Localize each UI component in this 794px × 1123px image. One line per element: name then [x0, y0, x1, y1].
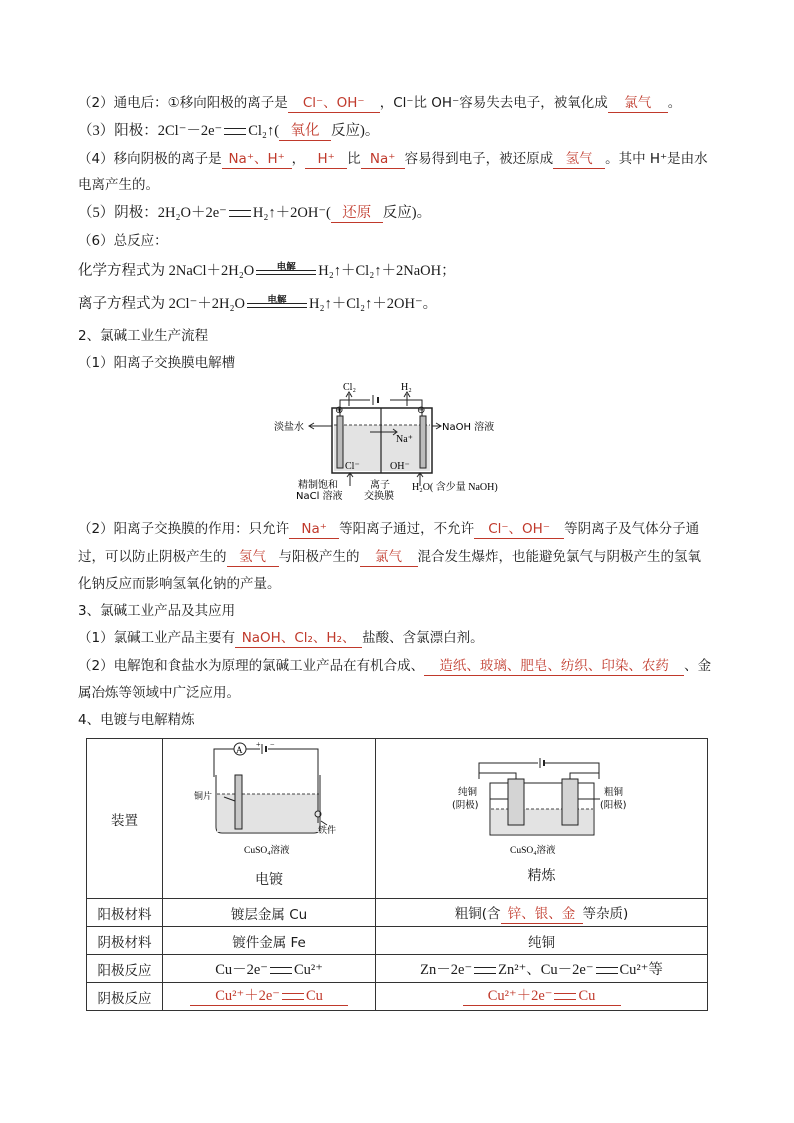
cl-ion-label: Cl⁻ [345, 461, 360, 472]
text: ， [291, 151, 306, 167]
heading-3: 3、氯碱工业产品及其应用 [78, 603, 236, 619]
cell-text: Zn²⁺、Cu－2e⁻ [498, 962, 594, 978]
naoh-out-label: NaOH 溶液 [442, 422, 495, 433]
cell-text: 阳极材料 [97, 906, 152, 923]
text: （5）阴极：2H₂O＋2e⁻ [78, 205, 227, 221]
cell [163, 899, 376, 927]
plus-sign: ⊕ [335, 405, 344, 416]
row-label [87, 983, 163, 1011]
cell-text: 镀层金属 Cu [230, 906, 308, 923]
equal-sign-icon [229, 210, 251, 217]
section-5-line [78, 202, 431, 224]
cell-text: 纯铜 [528, 934, 556, 951]
cell-text: Cu [305, 988, 323, 1004]
section-2-line [78, 92, 681, 114]
row-label [87, 927, 163, 955]
condition-label: 电解 [267, 295, 287, 306]
equal-sign-icon [554, 993, 576, 1000]
text: H₂↑＋Cl₂↑＋2NaOH； [318, 263, 456, 279]
answer-blank: 氢气 [227, 548, 279, 567]
solution-label: CuSO₄溶液 [509, 846, 556, 856]
cell [163, 983, 376, 1011]
answer-blank [190, 987, 348, 1006]
answer-blank: H⁺ [305, 150, 347, 169]
text: 与阳极产生的 [278, 549, 360, 565]
membrane-paragraph-line-1 [78, 518, 699, 540]
answer-blank: 氯气 [360, 548, 418, 567]
refining-figure-cell [376, 739, 708, 899]
cathode-label: (阴极) [451, 800, 478, 811]
text: 反应)。 [382, 205, 432, 221]
answer-blank: Na⁺、H⁺ [222, 150, 292, 169]
answer-blank: Na⁺ [289, 520, 339, 539]
cell-text: 阴极反应 [97, 990, 152, 1007]
cell-text: Cu [578, 988, 596, 1004]
text: 比 [347, 151, 361, 167]
electroplating-figure-cell [163, 739, 376, 899]
cell [163, 927, 376, 955]
text: （2）电解饱和食盐水为原理的氯碱工业产品在有机合成、 [78, 658, 425, 674]
membrane-paragraph-line-3: 化钠反应而影响氢氧化钠的产量。 [78, 576, 281, 592]
copper-label: 铜片 [194, 792, 213, 802]
refining-diagram [442, 753, 642, 865]
text: 过，可以防止阴极产生的 [78, 549, 227, 565]
copper-plate [235, 775, 242, 829]
text: 盐酸、含氯漂白剂。 [362, 630, 484, 646]
equal-sign-icon [282, 993, 304, 1000]
device-label-cell [87, 739, 163, 899]
answer-blank: 还原 [331, 204, 383, 223]
cell [376, 955, 708, 983]
electrolysis-arrow-icon [254, 262, 318, 279]
applications-line-1 [78, 655, 711, 677]
answer-blank: 锌、银、金 [501, 905, 583, 924]
heading-4: 4、电镀与电解精炼 [78, 712, 195, 728]
iron-label: 铁件 [318, 826, 337, 836]
text: 等阴离子及气体分子通 [564, 521, 700, 537]
chemical-equation [78, 260, 456, 282]
membrane-label-2: 交换膜 [364, 491, 394, 500]
section-4-line [78, 148, 708, 170]
cell-text: 等杂质) [582, 905, 629, 922]
text: （4）移向阴极的离子是 [78, 151, 222, 167]
crude-copper-label: 粗铜 [603, 787, 623, 798]
applications-line-2: 属冶炼等领域中广泛应用。 [78, 685, 240, 701]
anode-wire [340, 400, 370, 418]
cell-text: Cu²⁺ [293, 962, 323, 978]
section-4-line-2: 电离产生的。 [78, 177, 159, 193]
anode [337, 416, 343, 468]
text: （1）氯碱工业产品主要有 [78, 630, 236, 646]
cathode [420, 416, 426, 468]
cell-text: 装置 [111, 812, 138, 829]
electroplating-caption: 电镀 [255, 872, 284, 888]
equal-sign-icon [474, 967, 496, 974]
text: ，Cl⁻比 OH⁻容易失去电子，被氧化成 [379, 95, 608, 111]
electrolytic-cell-diagram [270, 378, 520, 500]
crude-copper-anode [562, 779, 578, 825]
equal-sign-icon [224, 128, 246, 135]
cell-text: Cu－2e⁻ [215, 962, 268, 978]
text: H₂↑＋2OH⁻( [252, 205, 331, 221]
oh-ion-label: OH⁻ [390, 461, 410, 472]
text: 。 [667, 95, 682, 111]
cell [163, 955, 376, 983]
text: Cl₂↑( [248, 123, 280, 139]
cell [376, 927, 708, 955]
ionic-equation [78, 293, 437, 315]
products-line [78, 627, 484, 649]
answer-blank: 氧化 [279, 122, 331, 141]
text: 等阳离子通过，不允许 [339, 521, 475, 537]
answer-blank [463, 987, 621, 1006]
answer-blank: Cl⁻、OH⁻ [288, 94, 380, 113]
cell-text: 阴极材料 [97, 934, 152, 951]
membrane-paragraph-line-2 [78, 546, 701, 568]
answer-blank: 氯气 [608, 94, 668, 113]
electroplating-diagram [194, 739, 344, 871]
cell-text: 镀件金属 Fe [232, 934, 306, 951]
section-6-title: （6）总反应： [78, 233, 168, 249]
row-label [87, 955, 163, 983]
answer-blank: 造纸、玻璃、肥皂、纺织、印染、农药 [424, 657, 684, 676]
cell-text: Zn－2e⁻ [420, 962, 473, 978]
pure-copper-label: 纯铜 [457, 787, 477, 798]
cell-text: 粗铜(含 [454, 905, 501, 922]
comparison-table [86, 738, 708, 1011]
membrane-label-1: 离子 [370, 480, 390, 491]
cell-text: Cu²⁺等 [619, 962, 663, 978]
subheading-2-1: （1）阳离子交换膜电解槽 [78, 355, 236, 371]
text: （2）通电后：①移向阳极的离子是 [78, 95, 288, 111]
pure-copper-cathode [508, 779, 524, 825]
plus-sign: + [256, 740, 261, 749]
dilute-brine-label: 淡盐水 [274, 422, 304, 433]
cell-text: Cu²⁺＋2e⁻ [487, 988, 553, 1004]
anode-label: (阳极) [599, 800, 626, 811]
row-label [87, 899, 163, 927]
text: H₂↑＋Cl₂↑＋2OH⁻。 [308, 296, 438, 312]
answer-blank: Na⁺ [361, 150, 405, 169]
water-inlet-label: H₂O( 含少量 NaOH) [412, 482, 498, 493]
equal-sign-icon [596, 967, 618, 974]
electrolysis-arrow-icon [245, 295, 309, 312]
text: （2）阳离子交换膜的作用：只允许 [78, 521, 290, 537]
refining-caption: 精炼 [527, 868, 556, 884]
cell [376, 983, 708, 1011]
text: 。其中 H⁺是由水 [605, 151, 708, 167]
cell [376, 899, 708, 927]
text: 离子方程式为 2Cl⁻＋2H₂O [78, 296, 245, 312]
cell-text: Cu²⁺＋2e⁻ [215, 988, 280, 1004]
text: （3）阳极：2Cl⁻－2e⁻ [78, 123, 223, 139]
text: 反应)。 [331, 123, 380, 139]
minus-sign: − [270, 740, 275, 749]
ammeter-label: A [236, 745, 243, 755]
text: 混合发生爆炸，也能避免氯气与阴极产生的氢氧 [417, 549, 701, 565]
cell-text: 阳极反应 [97, 962, 152, 979]
section-3-line [78, 120, 379, 142]
inlet-label-2: NaCl 溶液 [296, 491, 343, 500]
heading-2: 2、氯碱工业生产流程 [78, 328, 209, 344]
answer-blank: NaOH、Cl₂、H₂、 [235, 629, 362, 648]
condition-label: 电解 [276, 262, 296, 273]
text: 化学方程式为 2NaCl＋2H₂O [78, 263, 255, 279]
inlet-label-1: 精制饱和 [298, 480, 338, 491]
text: 、金 [684, 658, 712, 674]
solution-label: CuSO₄溶液 [244, 846, 290, 856]
answer-blank: 氢气 [553, 150, 605, 169]
answer-blank: Cl⁻、OH⁻ [474, 520, 564, 539]
h2-label: H₂ [401, 382, 412, 393]
minus-sign: ⊖ [417, 405, 426, 416]
equal-sign-icon [270, 967, 292, 974]
text: 容易得到电子，被还原成 [404, 151, 554, 167]
na-ion-label: Na⁺ [396, 434, 413, 445]
cl2-label: Cl₂ [343, 382, 356, 393]
